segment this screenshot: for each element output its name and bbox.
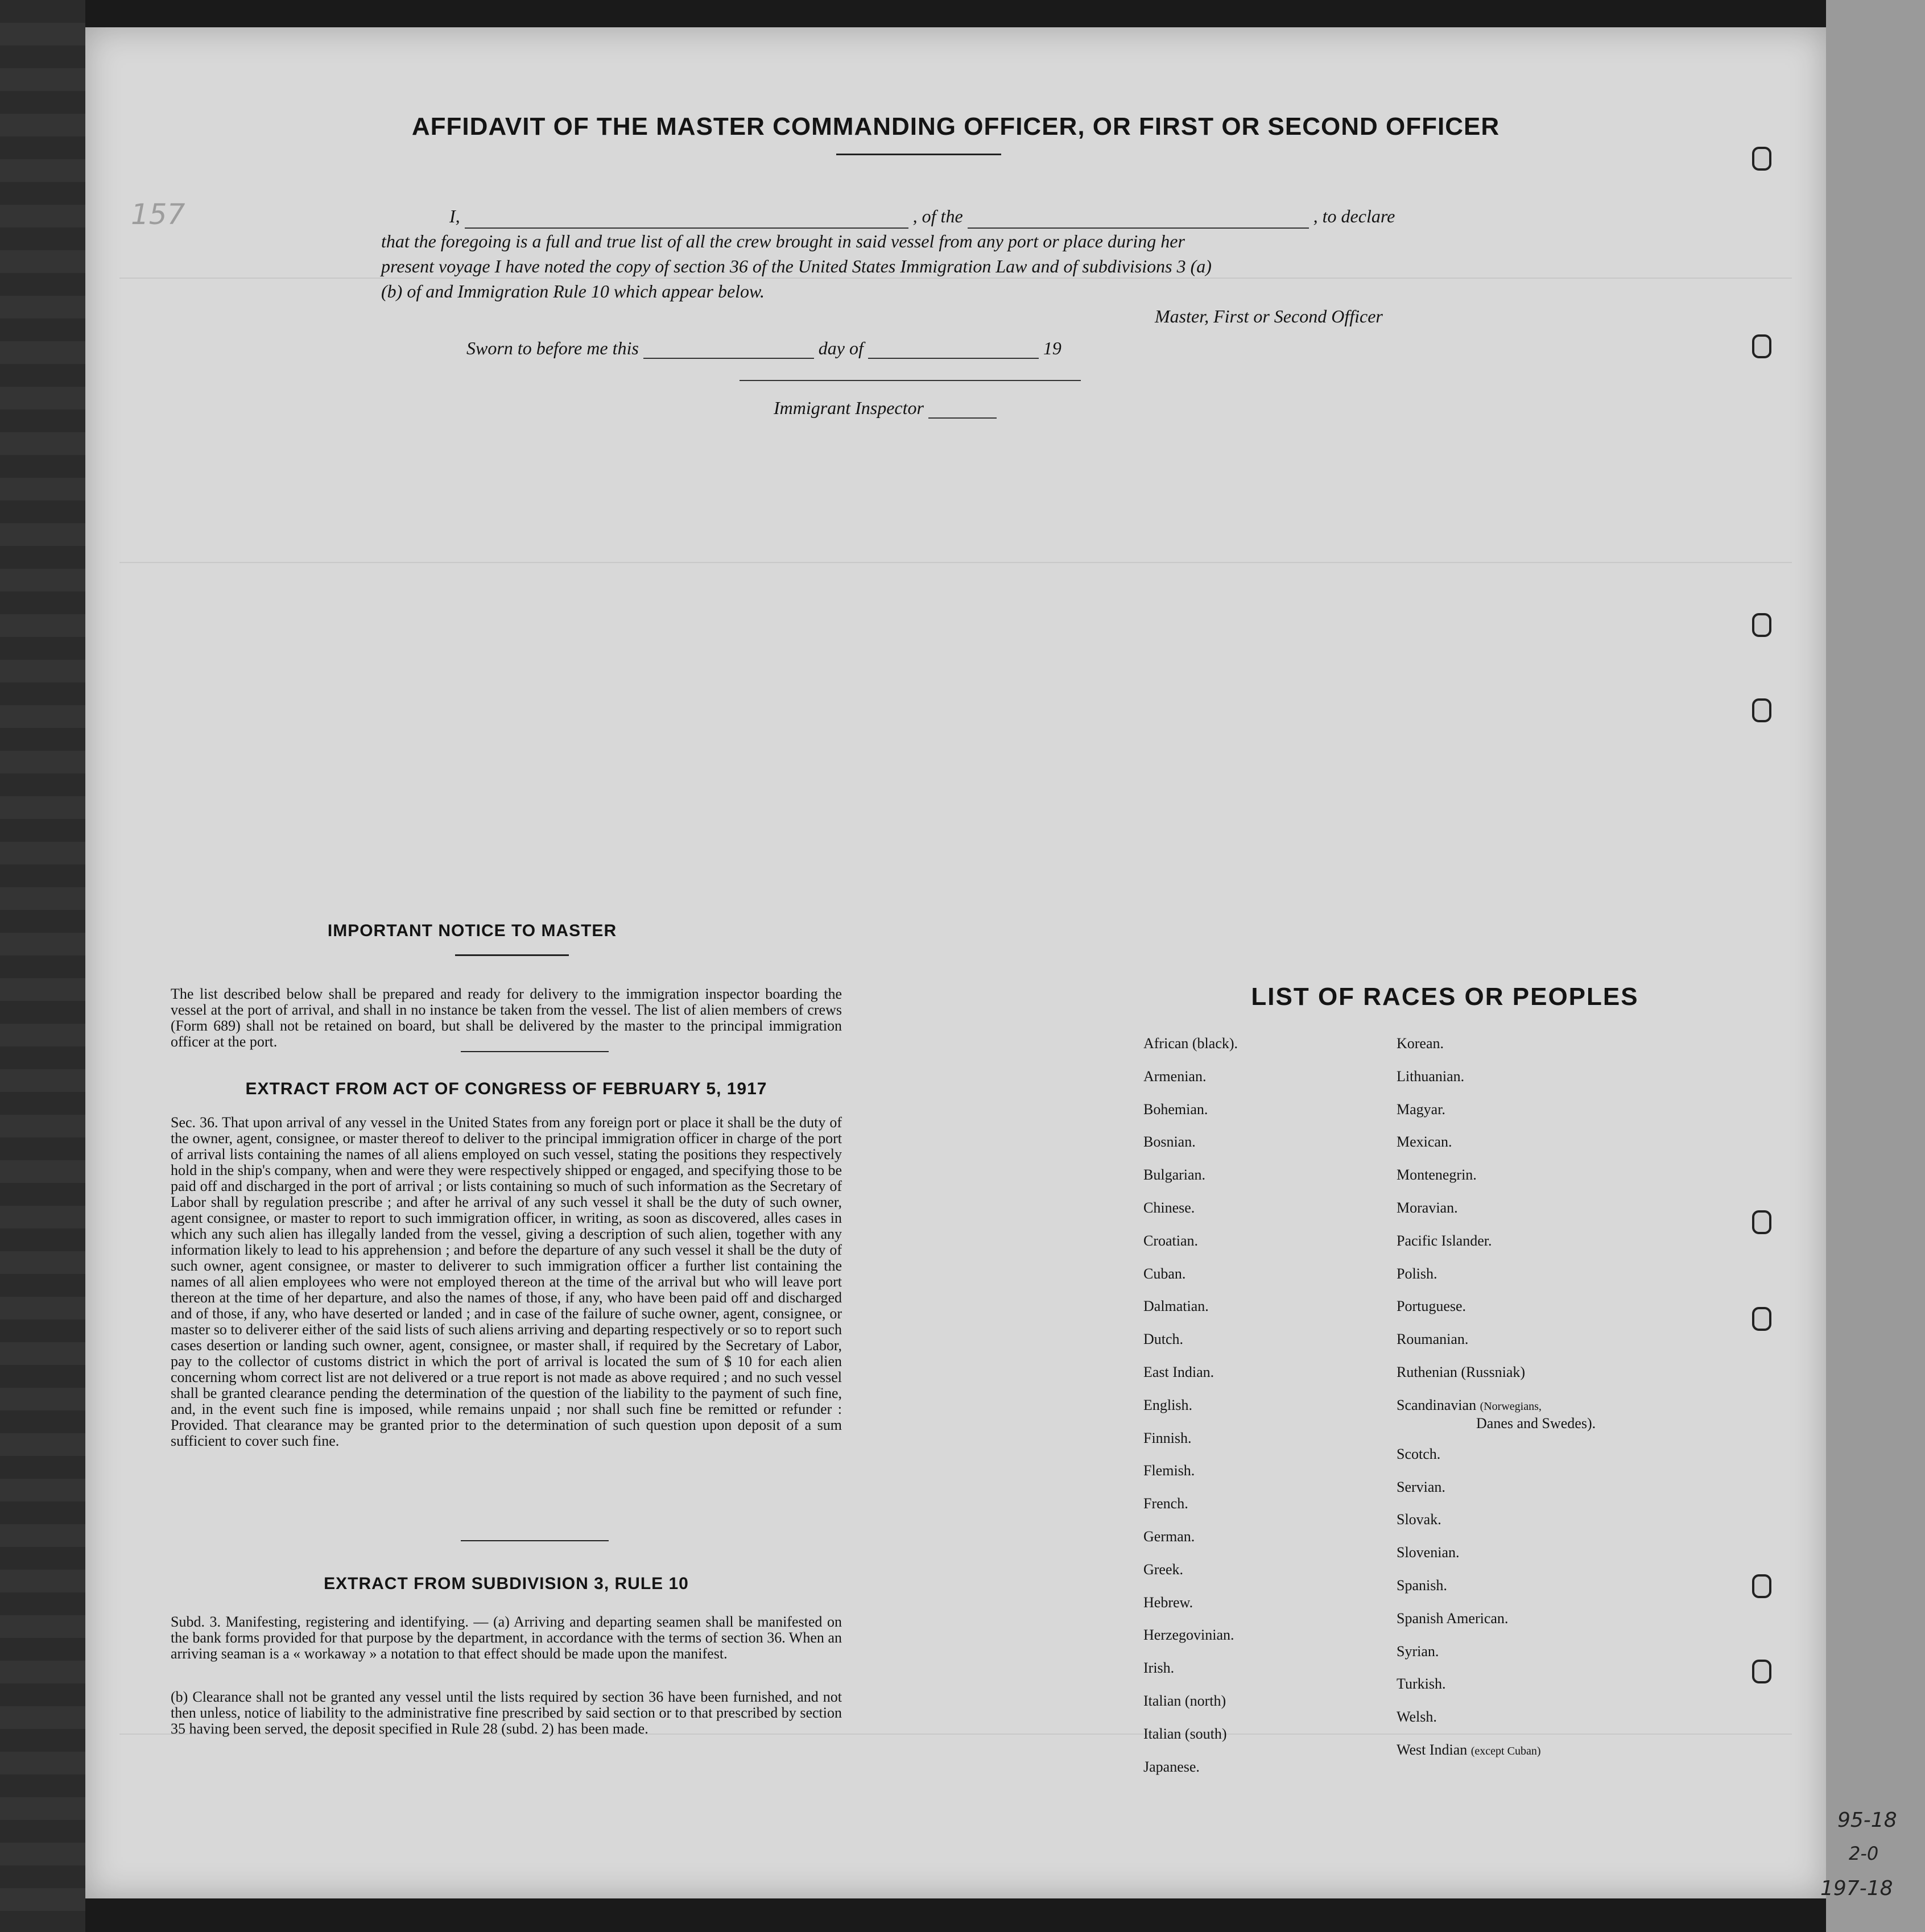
page-title: AFFIDAVIT OF THE MASTER COMMANDING OFFICER, OR FIRST OR SECOND OFFICER <box>411 113 1500 140</box>
ghost-line <box>119 562 1792 563</box>
year-label: 19 <box>1043 338 1061 358</box>
affidavit-to-declare: , to declare <box>1313 206 1395 226</box>
handwritten-number: 197-18 <box>1820 1877 1893 1900</box>
rule-heading: EXTRACT FROM SUBDIVISION 3, RULE 10 <box>324 1574 689 1593</box>
races-left-column <box>1143 1035 1238 1791</box>
affidavit-line-4: (b) of and Immigration Rule 10 which appear below. <box>381 281 765 301</box>
race-item: Slovak. <box>1397 1511 1441 1528</box>
sworn-month-blank <box>868 337 1039 359</box>
notice-text: The list described below shall be prepared and ready for delivery to the immigration inspector boarding the vessel at the port of arrival, and shall in no instance be taken from the vessel. The list of alien members of crews (Form 689) shall not be retained on board, but shall be delivered by the master to the principal immigration officer at the port. <box>171 986 842 1050</box>
background-right-strip <box>1826 0 1925 1932</box>
race-item: Syrian. <box>1397 1643 1439 1660</box>
day-of-label: day of <box>818 338 864 358</box>
race-item: East Indian. <box>1143 1363 1215 1380</box>
affidavit-of-the: , of the <box>912 206 963 226</box>
notice-heading: IMPORTANT NOTICE TO MASTER <box>327 921 617 940</box>
race-item: Welsh. <box>1397 1708 1437 1726</box>
inspector-line <box>774 397 997 419</box>
race-item: Servian. <box>1397 1478 1445 1495</box>
race-item: Herzegovinian. <box>1143 1627 1234 1644</box>
punch-hole <box>1752 613 1771 637</box>
handwritten-number: 157 <box>131 198 185 231</box>
race-item: Moravian. <box>1397 1199 1458 1216</box>
punch-hole <box>1752 1574 1771 1598</box>
act-text: Sec. 36. That upon arrival of any vessel in the United States from any foreign port or place it shall be the duty of the owner, agent, consignee, or master thereof to deliver to the principal immigration officer in charge of the port of arrival lists containing the names of all aliens employed on such vessel, stating the positions they respectively hold in the ship's company, when and were they were respectively shipped or engaged, and specifying those to be paid off and discharged in the port of arrival ; or lists containing so much of such information as the Secretary of Labor shall by regulation prescribe ; and after he arrival of any such vessel it shall be the duty of such owner, agent consignee, or master to report to such immigration officer, in writing, as soon as discovered, alles cases in which any such alien has illegally landed from the vessel, giving a description of such alien, together with any information likely to lead to his apprehension ; and before the departure of any such vessel it shall be the duty of such owner, agent consignee, or master to deliverer to such immigration officer a further list containing the names of all alien employees who were not employed thereon at the time of the arrival but who will leave port thereon at the time of her departure, and also the names of those, if any, who have been paid off and discharged and of those, if any, who have deserted or landed ; and in case of the failure of suche owner, agent, consignee, or master so to deliverer either of the said lists of such aliens arriving and departing respectively or so to report such cases desertion or landing such owner, agent, consignee, or master shall, if required by the Secretary of Labor, pay to the collector of customs district in which the port of arrival is located the sum of $ 10 for each alien concerning whom correct list are not delivered or a true report is not made as above required ; and no such vessel shall be granted clearance pending the determination of the question of the liability to the payment of such fine, and, in the event such fine is imposed, while remains unpaid ; nor shall such fine be remitted or refunder : Provided. That clearance may be granted prior to the determination of such question upon deposit of a sum sufficient to cover such fine. <box>171 1114 842 1449</box>
notice-underline <box>455 954 569 956</box>
race-item: German. <box>1143 1528 1195 1545</box>
race-item: Pacific Islander. <box>1397 1232 1492 1249</box>
punch-hole <box>1752 334 1771 358</box>
race-item: Turkish. <box>1397 1675 1446 1693</box>
races-right-column <box>1397 1035 1596 1774</box>
race-item: Spanish. <box>1397 1577 1447 1594</box>
race-item: Croatian. <box>1143 1232 1199 1249</box>
race-item: Italian (north) <box>1143 1692 1226 1709</box>
affidavit-line-3: present voyage I have noted the copy of section 36 of the United States Immigration Law and of subdivisions 3 (a) <box>381 256 1212 276</box>
race-item: Bohemian. <box>1143 1101 1208 1118</box>
race-item: Armenian. <box>1143 1068 1207 1085</box>
race-item: French. <box>1143 1495 1188 1512</box>
sworn-line <box>466 337 1061 359</box>
race-item-scandinavian <box>1397 1397 1596 1446</box>
inspector-label: Immigrant Inspector <box>774 398 924 418</box>
race-item: Magyar. <box>1397 1101 1445 1118</box>
inspector-blank <box>928 397 997 419</box>
affidavit-i: I, <box>449 206 460 226</box>
race-item: Polish. <box>1397 1265 1437 1282</box>
sworn-day-blank <box>643 337 814 359</box>
race-item: Mexican. <box>1397 1133 1452 1151</box>
race-item: Japanese. <box>1143 1758 1200 1775</box>
master-label: Master, First or Second Officer <box>1155 306 1383 326</box>
affidavit-line-1 <box>381 204 1564 229</box>
punch-hole <box>1752 1210 1771 1234</box>
race-item: Bosnian. <box>1143 1133 1196 1151</box>
race-item: Slovenian. <box>1397 1544 1460 1561</box>
race-item: Irish. <box>1143 1660 1175 1677</box>
affidavit-block <box>381 204 1564 304</box>
race-item: Scotch. <box>1397 1445 1441 1462</box>
race-item: Greek. <box>1143 1561 1184 1578</box>
act-divider <box>461 1540 609 1541</box>
name-blank <box>465 207 908 229</box>
sworn-label: Sworn to before me this <box>466 338 639 358</box>
race-item: Chinese. <box>1143 1199 1195 1216</box>
document-page <box>85 27 1826 1898</box>
handwritten-number: 95-18 <box>1837 1809 1897 1832</box>
race-item: Bulgarian. <box>1143 1166 1206 1184</box>
race-item-west-indian <box>1397 1741 1596 1774</box>
race-item: English. <box>1143 1396 1192 1413</box>
punch-hole <box>1752 1660 1771 1683</box>
race-item: Dalmatian. <box>1143 1298 1209 1315</box>
race-item: Cuban. <box>1143 1265 1186 1282</box>
race-item: Flemish. <box>1143 1462 1195 1479</box>
race-item: Roumanian. <box>1397 1331 1469 1348</box>
race-item-note: (except Cuban) <box>1470 1744 1541 1757</box>
race-item: Hebrew. <box>1143 1594 1193 1611</box>
title-underline <box>836 154 1001 155</box>
race-item-note: Danes and Swedes). <box>1476 1414 1596 1432</box>
race-item-note: (Norwegians, <box>1480 1400 1542 1413</box>
race-item: Portuguese. <box>1397 1298 1467 1315</box>
race-item: Ruthenian (Russniak) <box>1397 1363 1526 1380</box>
act-heading: EXTRACT FROM ACT OF CONGRESS OF FEBRUARY 5, 1917 <box>245 1079 767 1098</box>
race-item: Italian (south) <box>1143 1725 1227 1742</box>
handwritten-number: 2-0 <box>1849 1843 1879 1864</box>
race-item: African (black). <box>1143 1035 1238 1052</box>
rule-text-b: (b) Clearance shall not be granted any vessel until the lists required by section 36 have been furnished, and not then unless, notice of liability to the administrative fine prescribed by said section or to that prescribed by section 35 having been served, the deposit specified in Rule 28 (subd. 2) has been made. <box>171 1689 842 1737</box>
signature-blank <box>740 380 1081 381</box>
rule-text-a: Subd. 3. Manifesting, registering and identifying. — (a) Arriving and departing seamen shall be manifested on the bank forms provided for that purpose by the department, in accordance with the terms of section 36. When an arriving seaman is a « workaway » a notation to that effect should be made upon the manifest. <box>171 1614 842 1662</box>
race-item: Scandinavian <box>1397 1396 1477 1413</box>
punch-hole <box>1752 698 1771 722</box>
race-item: Finnish. <box>1143 1429 1192 1446</box>
affidavit-line-2: that the foregoing is a full and true list of all the crew brought in said vessel from any port or place during her <box>381 231 1185 251</box>
punch-hole <box>1752 1307 1771 1331</box>
punch-hole <box>1752 147 1771 171</box>
race-item: Spanish American. <box>1397 1610 1509 1627</box>
race-item: Dutch. <box>1143 1331 1184 1348</box>
race-item: Lithuanian. <box>1397 1068 1465 1085</box>
races-heading: LIST OF RACES OR PEOPLES <box>1251 983 1639 1011</box>
notice-divider <box>461 1051 609 1052</box>
background-left-strip <box>0 0 85 1932</box>
race-item: Korean. <box>1397 1035 1444 1052</box>
race-item: West Indian <box>1397 1741 1468 1758</box>
race-item: Montenegrin. <box>1397 1166 1477 1184</box>
vessel-blank <box>968 207 1309 229</box>
